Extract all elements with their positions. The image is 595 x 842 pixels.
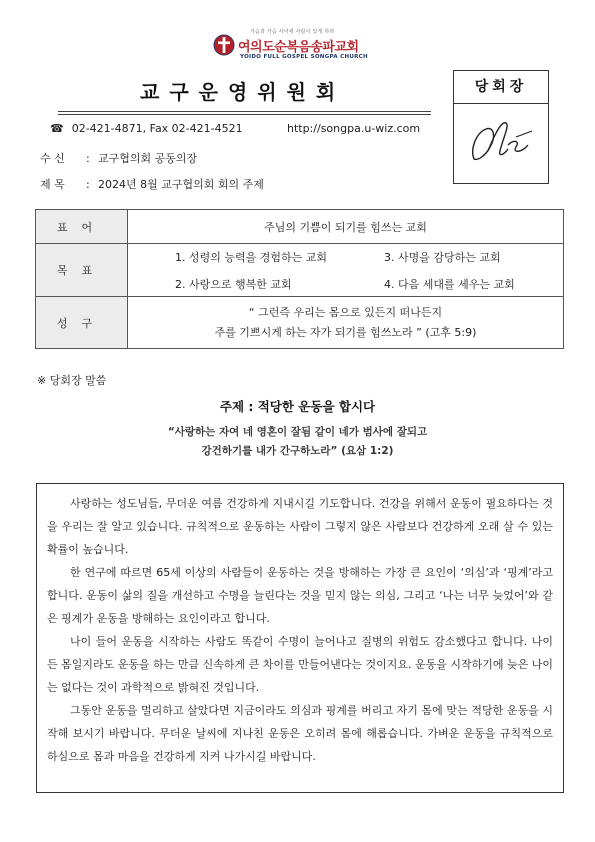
website-url: http://songpa.u-wiz.com — [287, 122, 421, 135]
scripture-quote — [0, 423, 595, 461]
church-emblem-icon — [213, 34, 235, 56]
pastor-message-box — [36, 483, 564, 793]
goal-item: 1. 성령의 능력을 경험하는 교회 — [175, 250, 327, 264]
phone-fax-line — [50, 122, 243, 135]
goal-item: 2. 사랑으로 행복한 교회 — [175, 277, 292, 291]
goal-item: 4. 다음 세대를 세우는 교회 — [384, 277, 515, 291]
message-paragraph: 사랑하는 성도님들, 무더운 여름 건강하게 지내시길 기도합니다. 건강을 위해서 운동이 필요하다는 것을 우리는 잘 알고 있습니다. 규칙적으로 운동하는 사람이 그렇지 않은 사람보다 건강하게 오래 살 수 있는 확률이 높습니다. — [47, 497, 553, 556]
recipient-label: 수 신 — [40, 152, 65, 165]
title-underline — [58, 111, 431, 112]
subject-line: 제 목 : 2024년 8월 교구협의회 회의 주제 — [40, 178, 264, 191]
verse-row — [36, 297, 564, 349]
verse-line: 주를 기쁘시게 하는 자가 되기를 힘쓰노라 ” (고후 5:9) — [214, 325, 477, 339]
section-label: ※ 당회장 말씀 — [37, 374, 107, 387]
slogan-label: 표어 — [36, 210, 128, 244]
telephone-icon: ☎ — [50, 122, 64, 135]
handwritten-signature — [466, 111, 538, 173]
message-paragraph: 나이 들어 운동을 시작하는 사람도 똑같이 수명이 늘어나고 질병의 위험도 감소했다고 합니다. 나이 든 몸일지라도 운동을 하는 만큼 신속하게 큰 차이를 만들어낸다는 것이지요. 운동을 시작하기에 늦은 나이는 없다는 것이 과학적으로 밝혀진 것입니다. — [47, 635, 553, 694]
committee-title: 교구운영위원회 — [140, 80, 346, 104]
verse-label: 성구 — [36, 297, 128, 349]
recipient-line: 수 신 : 교구협의회 공동의장 — [40, 152, 198, 165]
phone-fax: 02-421-4871, Fax 02-421-4521 — [71, 122, 243, 135]
recipient: 교구협의회 공동의장 — [98, 152, 198, 165]
church-name: 여의도순복음송파교회 — [238, 40, 359, 55]
scripture-line: “사랑하는 자여 네 영혼이 잘됨 같이 네가 범사에 잘되고 — [167, 426, 428, 438]
title-underline-second — [58, 114, 431, 115]
goals-row — [36, 244, 564, 297]
info-table — [35, 209, 564, 349]
subject-label: 제 목 — [40, 178, 65, 191]
slogan-row — [36, 210, 564, 244]
message-paragraph: 한 연구에 따르면 65세 이상의 사람들이 운동하는 것을 방해하는 가장 큰 요인이 ‘의심’과 ‘핑계’라고 합니다. 운동이 삶의 질을 개선하고 수명을 늘린다는 것을 믿지 않는 의심, 그리고 ‘나는 너무 늦었어’와 같은 핑계가 운동을 방해하는 요인이라고 합니다. — [47, 566, 553, 625]
verse-cell — [128, 297, 564, 349]
message-theme: 주제 : 적당한 운동을 합시다 — [219, 399, 376, 414]
verse-line: “ 그런즉 우리는 몸으로 있든지 떠나든지 — [248, 305, 443, 319]
scripture-line: 강건하기를 내가 간구하노라” (요삼 1:2) — [201, 445, 394, 457]
message-paragraph: 그동안 운동을 멀리하고 살았다면 지금이라도 의심과 핑계를 버리고 자기 몸에 맞는 적당한 운동을 시작해 보시기 바랍니다. 무더운 날씨에 지나친 운동은 오히려 몸에 해롭습니다. 가벼운 운동을 규칙적으로 하심으로 몸과 마음을 건강하게 지켜 나가시길 바랍니다. — [47, 704, 553, 763]
signature-box — [453, 70, 549, 184]
subject: 2024년 8월 교구협의회 회의 주제 — [98, 178, 264, 191]
church-logo — [195, 26, 435, 66]
signature-label: 당회장 — [454, 71, 548, 104]
church-motto: 가슴과 가슴 사이에 사랑이 있게 하라 — [250, 29, 335, 35]
goal-item: 3. 사명을 감당하는 교회 — [384, 250, 501, 264]
slogan: 주님의 기쁨이 되기를 힘쓰는 교회 — [128, 210, 564, 244]
church-name-en: YOIDO FULL GOSPEL SONGPA CHURCH — [240, 54, 368, 60]
goals-label: 목표 — [36, 244, 128, 297]
goals-cell — [128, 244, 564, 297]
